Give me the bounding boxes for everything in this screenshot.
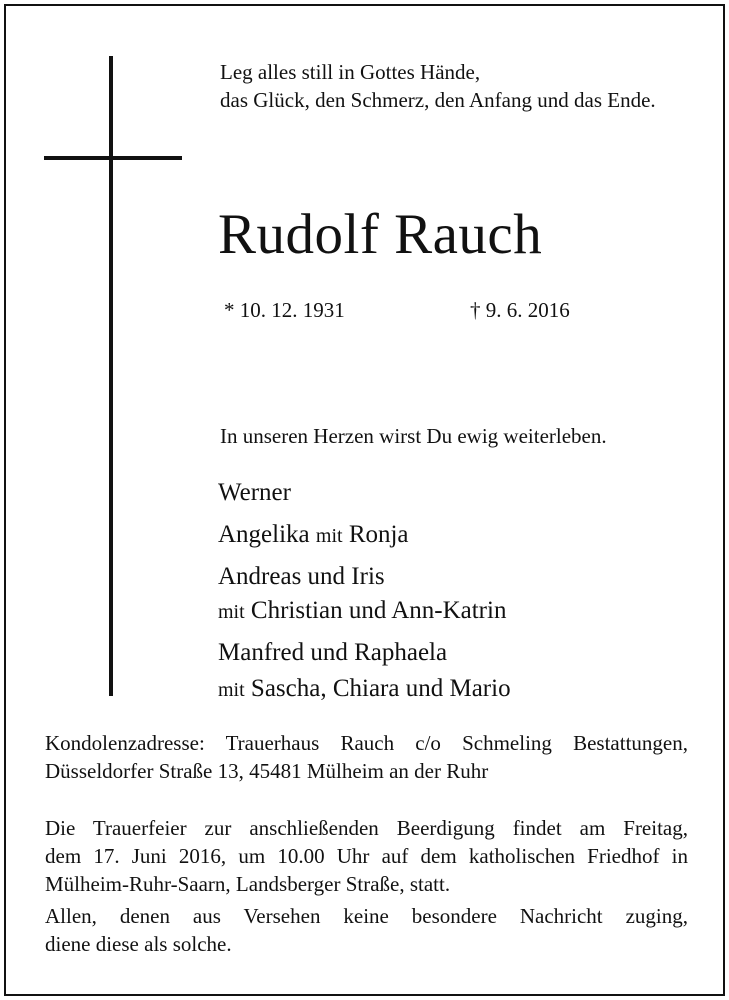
family-werner bbox=[218, 478, 291, 508]
family-name: Andreas und Iris bbox=[218, 563, 385, 590]
family-manfred-children bbox=[218, 674, 511, 705]
cross-vertical-bar bbox=[109, 56, 113, 696]
mit-word: mit bbox=[218, 601, 245, 623]
funeral-line-1: Die Trauerfeier zur anschließenden Beerdigung findet am Freitag, bbox=[45, 816, 688, 840]
cross-horizontal-bar bbox=[44, 156, 182, 160]
verse-line-2: das Glück, den Schmerz, den Anfang und das Ende. bbox=[220, 88, 656, 112]
family-angelika bbox=[218, 520, 409, 551]
birth-date: * 10. 12. 1931 bbox=[224, 298, 345, 322]
family-name: Sascha, Chiara und Mario bbox=[250, 675, 511, 702]
mit-word: mit bbox=[218, 679, 245, 701]
family-andreas bbox=[218, 562, 385, 592]
family-name: Angelika bbox=[218, 521, 310, 548]
deceased-name: Rudolf Rauch bbox=[218, 203, 543, 266]
family-name: Christian und Ann-Katrin bbox=[250, 597, 507, 624]
family-name: Manfred und Raphaela bbox=[218, 639, 448, 666]
family-andreas-children bbox=[218, 596, 506, 627]
family-name: Werner bbox=[218, 479, 291, 506]
funeral-details bbox=[45, 814, 688, 898]
funeral-line-2: dem 17. Juni 2016, um 10.00 Uhr auf dem katholischen Friedhof in bbox=[45, 844, 688, 868]
mit-word: mit bbox=[315, 525, 343, 547]
funeral-line-3: Mülheim-Ruhr-Saarn, Landsberger Straße, statt. bbox=[45, 872, 451, 896]
family-manfred bbox=[218, 638, 447, 668]
condolence-address bbox=[45, 729, 688, 785]
family-name: Ronja bbox=[348, 521, 409, 548]
notice-line-1: Allen, denen aus Versehen keine besondere Nachricht zuging, bbox=[45, 904, 688, 928]
notice-text bbox=[45, 902, 688, 958]
verse bbox=[220, 58, 656, 114]
death-date: † 9. 6. 2016 bbox=[470, 298, 570, 322]
condolence-line-2: Düsseldorfer Straße 13, 45481 Mülheim an der Ruhr bbox=[45, 759, 489, 783]
verse-line-1: Leg alles still in Gottes Hände, bbox=[220, 60, 481, 84]
condolence-line-1: Kondolenzadresse: Trauerhaus Rauch c/o Schmeling Bestattungen, bbox=[45, 731, 688, 755]
notice-line-2: diene diese als solche. bbox=[45, 932, 232, 956]
farewell-line: In unseren Herzen wirst Du ewig weiterleben. bbox=[220, 424, 607, 448]
